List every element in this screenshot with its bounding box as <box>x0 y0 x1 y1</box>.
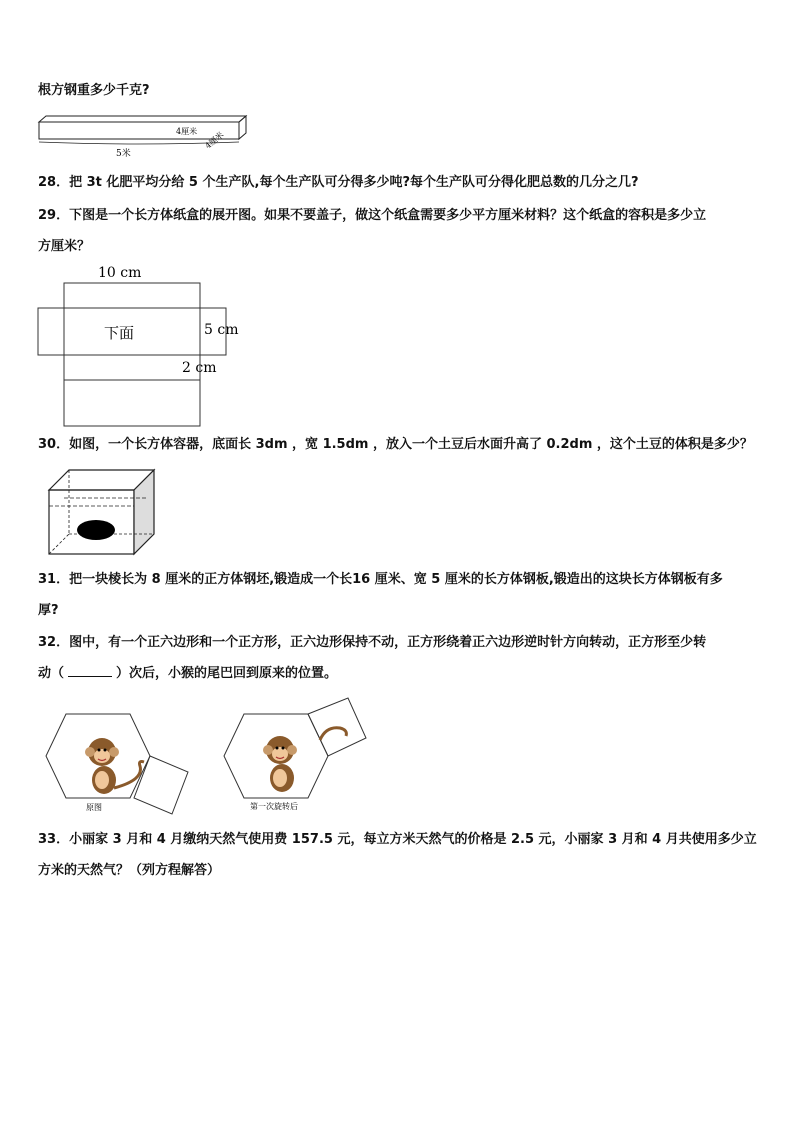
q29-width-label: 5 cm <box>204 322 239 338</box>
q27-height-label: 4厘米 <box>176 127 198 136</box>
q29-line1: 29．下图是一个长方体纸盒的展开图。如果不要盖子，做这个纸盒需要多少平方厘米材料？这个纸盒的容积是多少立 <box>38 208 707 223</box>
q33-line1: 33．小丽家 3 月和 4 月缴纳天然气使用费 157.5 元，每立方米天然气的价格是 2.5 元，小丽家 3 月和 4 月共使用多少立 <box>38 832 757 847</box>
q32-line2-pre: 动（ <box>38 666 65 681</box>
q27-text: 根方钢重多少千克? <box>38 83 150 98</box>
q31-line1: 31．把一块棱长为 8 厘米的正方体钢坯,锻造成一个长16 厘米、宽 5 厘米的长方体钢板,锻造出的这块长方体钢板有多 <box>38 572 723 587</box>
q30-text: 30．如图，一个长方体容器，底面长 3dm ，宽 1.5dm ，放入一个土豆后水面升高了 0.2dm ，这个土豆的体积是多少？ <box>38 437 753 452</box>
q32-line2 <box>38 664 337 683</box>
q32-caption-original: 原图 <box>86 803 102 812</box>
q31-line2: 厚? <box>38 603 59 618</box>
q29-face-label: 下面 <box>104 324 135 342</box>
q29-line2: 方厘米？ <box>38 239 91 254</box>
monkey-icon <box>263 728 346 792</box>
q32-line2-post: ）次后，小猴的尾巴回到原来的位置。 <box>116 666 338 681</box>
q27-length-label: 5米 <box>116 149 131 159</box>
answer-blank[interactable] <box>68 664 112 677</box>
q32-original-figure <box>44 708 194 818</box>
q32-line1: 32．图中，有一个正六边形和一个正方形，正六边形保持不动，正方形绕着正六边形逆时针方向转动，正方形至少转 <box>38 635 707 650</box>
q33-line2: 方米的天然气？（列方程解答） <box>38 863 221 878</box>
q32-caption-rotated: 第一次旋转后 <box>250 802 298 811</box>
q27-width-label: 4厘米 <box>203 130 226 151</box>
q29-height-label: 2 cm <box>182 360 217 376</box>
q27-cuboid-figure <box>36 112 246 164</box>
q28-text: 28．把 3t 化肥平均分给 5 个生产队,每个生产队可分得多少吨?每个生产队可分得化肥总数的几分之几? <box>38 175 639 190</box>
monkey-icon <box>85 738 144 794</box>
q29-length-label: 10 cm <box>98 265 142 281</box>
q32-rotated-figure <box>222 696 392 814</box>
q30-container-figure <box>44 466 156 560</box>
q29-net-figure <box>38 262 258 430</box>
potato-shape <box>77 520 115 540</box>
